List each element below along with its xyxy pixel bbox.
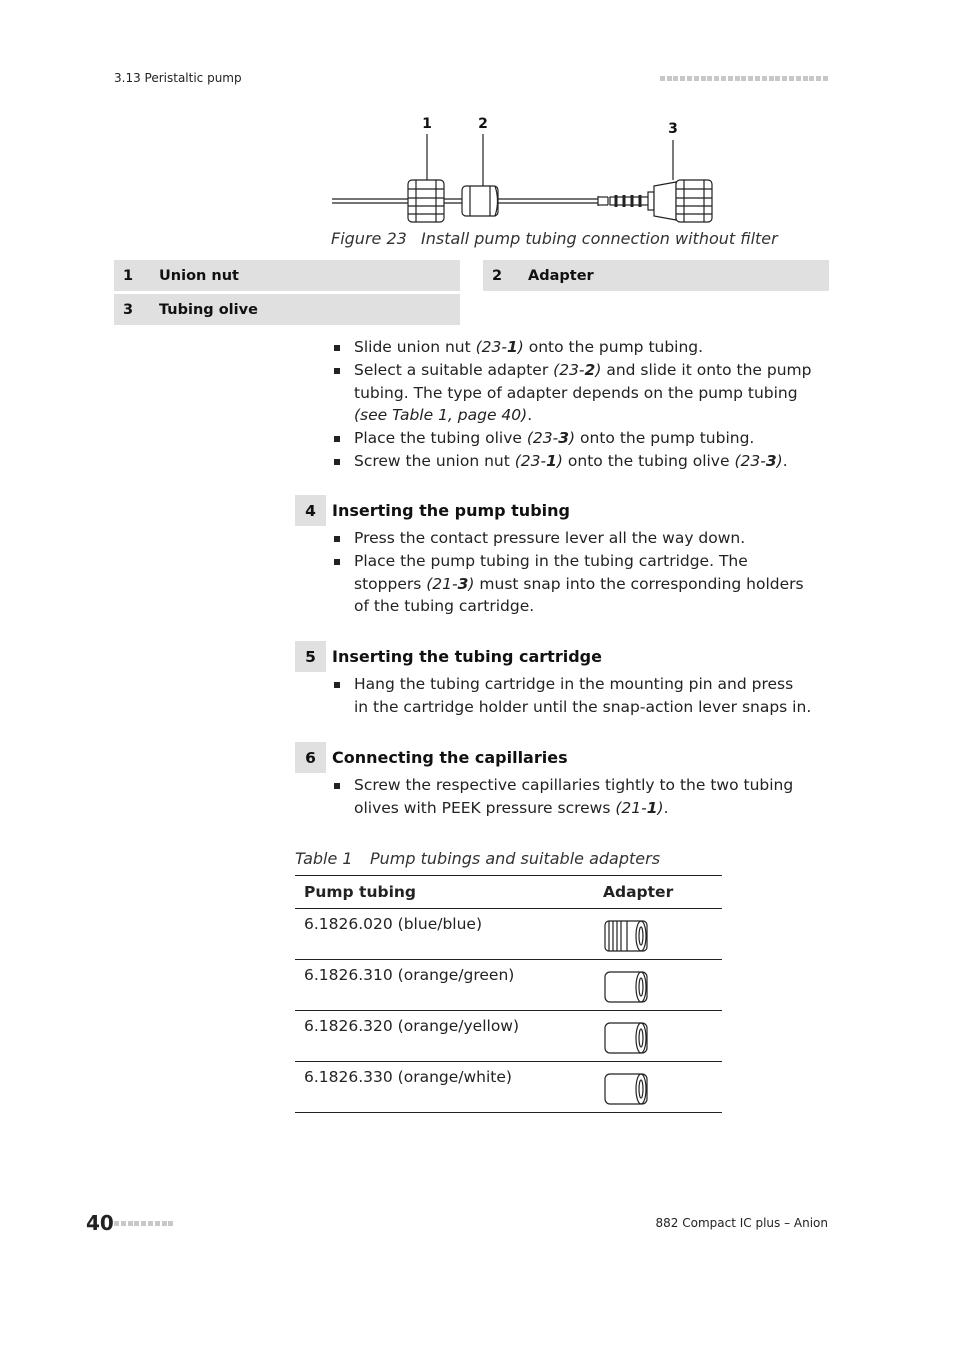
column-header-pump-tubing: Pump tubing <box>295 876 594 909</box>
legend-number: 3 <box>123 301 134 318</box>
figure-tubing-connection <box>330 110 730 230</box>
list-item: Press the contact pressure lever all the way down. <box>332 527 812 550</box>
callout-2: 2 <box>478 116 488 132</box>
list-item: Select a suitable adapter (23-2) and slide it onto the pump tubing. The type of adapter depends on the pump tubing (see Table 1, page 40). <box>332 359 832 427</box>
step-number: 6 <box>295 742 326 773</box>
step-number: 5 <box>295 641 326 672</box>
table-row <box>295 1011 722 1062</box>
tubing-cell: 6.1826.320 (orange/yellow) <box>295 1011 594 1062</box>
legend-item-tubing-olive <box>114 294 460 325</box>
legend-item-adapter <box>483 260 829 291</box>
footer-product-name: 882 Compact IC plus – Anion <box>655 1216 828 1230</box>
legend-label: Adapter <box>528 267 594 284</box>
step-title: Connecting the capillaries <box>332 748 568 767</box>
adapter-cell <box>594 960 722 1011</box>
step-title: Inserting the tubing cartridge <box>332 647 602 666</box>
table-caption-number: Table 1 <box>295 849 353 868</box>
step-title: Inserting the pump tubing <box>332 501 570 520</box>
legend-item-union-nut <box>114 260 460 291</box>
page-number: 40 <box>86 1211 114 1235</box>
table-row <box>295 1062 722 1113</box>
tubing-olive-drawing <box>610 192 654 210</box>
tubing-cell: 6.1826.020 (blue/blue) <box>295 909 594 960</box>
figure-caption-text: Install pump tubing connection without filter <box>421 229 778 248</box>
figure-caption <box>331 229 778 248</box>
adapter-ribbed-icon <box>603 918 651 954</box>
step-4-heading <box>295 495 570 526</box>
legend-number: 1 <box>123 267 134 284</box>
figure-caption-number: Figure 23 <box>331 229 407 248</box>
table-caption <box>295 849 660 868</box>
step-5-heading <box>295 641 602 672</box>
table-row <box>295 960 722 1011</box>
list-item: Screw the union nut (23-1) onto the tubing olive (23-3). <box>332 450 832 473</box>
step-4-bullet-list <box>332 527 812 618</box>
running-header: 3.13 Peristaltic pump <box>114 71 242 85</box>
header-dots-decoration <box>660 76 828 81</box>
callout-1: 1 <box>422 116 432 132</box>
list-item: Place the tubing olive (23-3) onto the pump tubing. <box>332 427 832 450</box>
list-item: Hang the tubing cartridge in the mounting pin and press in the cartridge holder until the snap-action lever snaps in. <box>332 673 812 719</box>
adapter-plain-icon <box>603 1071 651 1107</box>
step-number: 4 <box>295 495 326 526</box>
adapter-plain-icon <box>603 969 651 1005</box>
callout-3: 3 <box>668 121 678 137</box>
column-header-adapter: Adapter <box>594 876 722 909</box>
intro-bullet-list <box>332 336 832 473</box>
table-caption-text: Pump tubings and suitable adapters <box>370 849 661 868</box>
legend-number: 2 <box>492 267 503 284</box>
legend-label: Tubing olive <box>159 301 258 318</box>
table-cross-reference[interactable]: (see Table 1, page 40) <box>354 406 528 425</box>
step-5-bullet-list <box>332 673 812 719</box>
adapter-plain-icon <box>603 1020 651 1056</box>
tubing-cell: 6.1826.310 (orange/green) <box>295 960 594 1011</box>
pump-tubing-table <box>295 875 722 1113</box>
union-nut-drawing <box>408 180 444 222</box>
list-item: Slide union nut (23-1) onto the pump tubing. <box>332 336 832 359</box>
table-row <box>295 909 722 960</box>
list-item: Place the pump tubing in the tubing cartridge. The stoppers (21-3) must snap into the corresponding holders of the tubing cartridge. <box>332 550 812 618</box>
union-nut-drawing-right <box>654 180 712 222</box>
adapter-cell <box>594 1011 722 1062</box>
tubing-cell: 6.1826.330 (orange/white) <box>295 1062 594 1113</box>
table-header-row <box>295 876 722 909</box>
step-6-heading <box>295 742 568 773</box>
footer-dots-decoration <box>114 1221 173 1226</box>
adapter-cell <box>594 909 722 960</box>
adapter-cell <box>594 1062 722 1113</box>
step-6-bullet-list <box>332 774 812 820</box>
list-item: Screw the respective capillaries tightly to the two tubing olives with PEEK pressure screws (21-1). <box>332 774 812 820</box>
adapter-drawing <box>462 186 498 216</box>
legend-label: Union nut <box>159 267 239 284</box>
